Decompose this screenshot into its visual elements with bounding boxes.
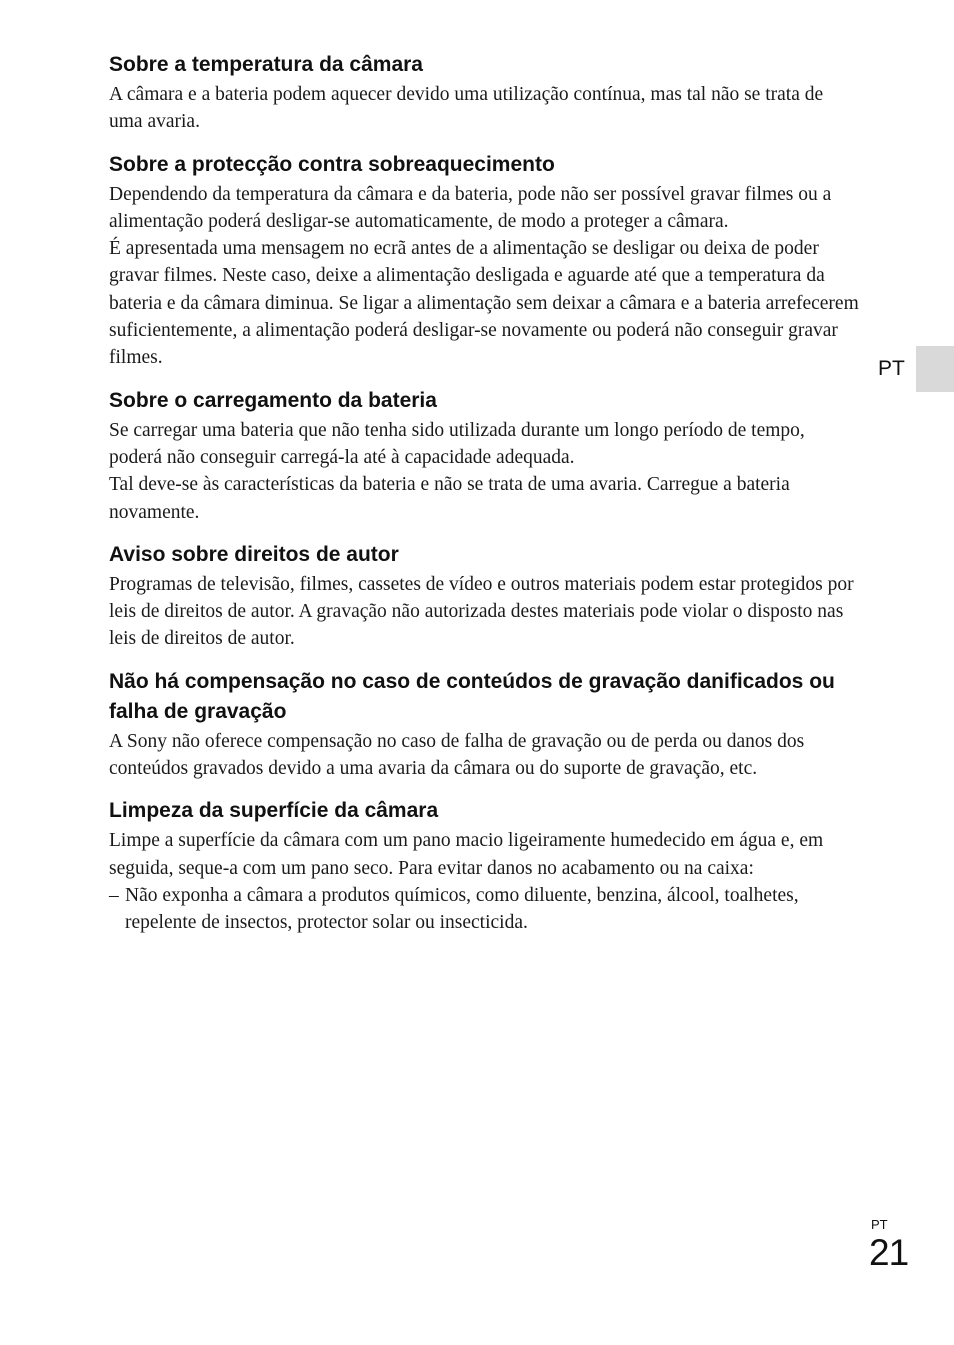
page-number: 21 — [869, 1232, 909, 1273]
section-temperature — [109, 50, 861, 136]
paragraph: É apresentada uma mensagem no ecrã antes de a alimentação se desligar ou deixa de poder gravar filmes. Neste caso, deixe a alimentação desligada e aguarde até que a temperatura da bateria e da câmara diminua. Se ligar a alimentação sem deixar a câmara e a bateria arrefecerem suficientemente, a alimentação poderá desligar-se novamente ou poderá não conseguir gravar filmes. — [109, 238, 859, 369]
section-heading: Aviso sobre direitos de autor — [109, 542, 399, 566]
language-tab-marker — [916, 346, 954, 392]
section-heading: Sobre a protecção contra sobreaquecimento — [109, 152, 555, 176]
page-number-language: PT — [871, 1217, 888, 1232]
paragraph: Dependendo da temperatura da câmara e da bateria, pode não ser possível gravar filmes ou a alimentação poderá desligar-se automaticamente, de modo a proteger a câmara. — [109, 183, 832, 232]
dash-marker: – — [109, 884, 119, 906]
language-tab-label: PT — [878, 357, 905, 380]
paragraph: A Sony não oferece compensação no caso de falha de gravação ou de perda ou danos dos conteúdos gravados devido a uma avaria da câmara ou do suporte de gravação, etc. — [109, 730, 805, 780]
paragraph: Tal deve-se às características da bateria e não se trata de uma avaria. Carregue a bateria novamente. — [109, 474, 790, 523]
paragraph: Programas de televisão, filmes, cassetes de vídeo e outros materiais podem estar protegidos por leis de direitos de autor. A gravação não autorizada destes materiais pode violar o disposto nas leis de direitos de autor. — [109, 573, 854, 650]
paragraph: A câmara e a bateria podem aquecer devido uma utilização contínua, mas tal não se trata de uma avaria. — [109, 84, 824, 133]
section-no-compensation — [109, 667, 861, 783]
section-heading: Sobre o carregamento da bateria — [109, 388, 437, 412]
section-copyright — [109, 540, 861, 653]
section-overheat-protection — [109, 150, 861, 372]
paragraph: Limpe a superfície da câmara com um pano macio ligeiramente humedecido em água e, em seguida, seque-a com um pano seco. Para evitar danos no acabamento ou na caixa: — [109, 830, 824, 879]
section-cleaning — [109, 796, 861, 936]
paragraph: Se carregar uma bateria que não tenha sido utilizada durante um longo período de tempo, poderá não conseguir carregá-la até à capacidade adequada. — [109, 419, 805, 468]
caution-list — [109, 882, 861, 937]
section-battery-charging — [109, 386, 861, 526]
list-item — [109, 882, 861, 937]
section-heading: Não há compensação no caso de conteúdos de gravação danificados ou falha de gravação — [109, 669, 835, 723]
section-heading: Limpeza da superfície da câmara — [109, 799, 439, 823]
section-heading: Sobre a temperatura da câmara — [109, 53, 423, 76]
page-content — [109, 50, 861, 951]
list-item-text: Não exponha a câmara a produtos químicos, como diluente, benzina, álcool, toalhetes, repelente de insectos, protector solar ou insecticida. — [125, 884, 799, 934]
